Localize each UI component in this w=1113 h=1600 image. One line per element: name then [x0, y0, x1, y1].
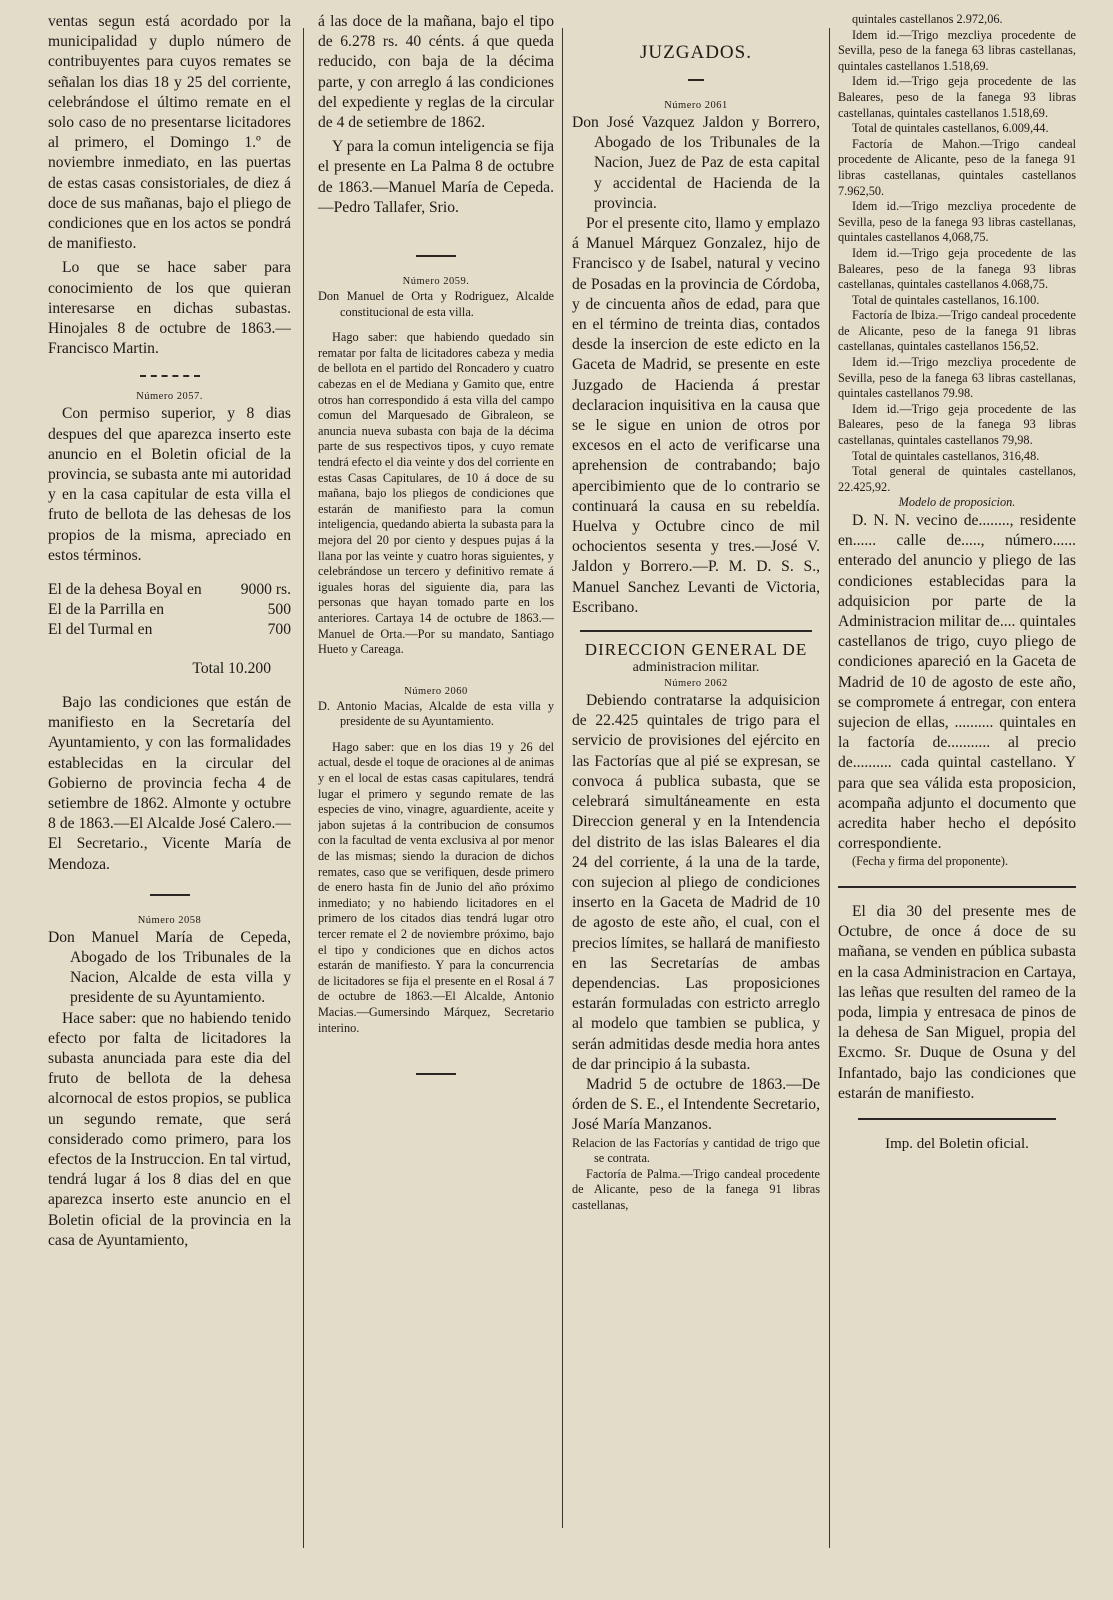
list-item: Total general de quintales castellanos, 22.425,92. [838, 464, 1076, 494]
table-row [48, 580, 291, 600]
list-item: Idem id.—Trigo geja procedente de las Baleares, peso de la fanega 93 libras castellanas, quintales castellanos 79,98. [838, 401, 1076, 448]
section-subheading: administracion militar. [632, 660, 760, 676]
announcement-text: Factoría de Palma.—Trigo candeal procedente de Alicante, peso de la fanega 91 libras castellanas, [572, 1166, 820, 1212]
column-4 [838, 12, 1076, 1588]
list-item: Idem id.—Trigo geja procedente de las Baleares, peso de la fanega 93 libras castellanas, quintales castellanos 1.518,69. [838, 74, 1076, 120]
list-item: Factoría de Ibiza.—Trigo candeal procedente de Alicante, peso de la fanega 91 libras castellanas, quintales castellanos 156,52. [838, 308, 1076, 354]
announcement-number: Número 2057. [136, 391, 203, 403]
section-heading: JUZGADOS. [640, 42, 752, 63]
announcement-text: El dia 30 del presente mes de Octubre, de once á doce de su mañana, se venden en pública subasta en la casa Administracion en Cartaya, las leñas que resulten del rameo de la poda, limpia y entresaca de pinos de la dehesa de San Miguel, propia del Excmo. Sr. Duque de Osuna y del Infantado, bajo las condiciones que estarán de manifiesto. [838, 903, 1076, 1102]
announcement-text: á las doce de la mañana, bajo el tipo de 6.278 rs. 40 cénts. á que queda reducido, con baja de la décima parte, y con arreglo á las condiciones del expediente y reglas de la circular de 4 de setiembre de 1862. [318, 13, 554, 132]
announcement-number: Número 2062 [664, 678, 728, 690]
column-3 [572, 12, 820, 1588]
list-item: Total de quintales castellanos, 6.009,44. [852, 121, 1049, 136]
announcement-text: Hago saber: que en los dias 19 y 26 del actual, desde el toque de oraciones al de animas y en el local de estas casas capitulares, tendrá lugar el primero y segundo remate de las especies de vino, vinagre, aguardiente, aceite y jabon sujetas á la contribucion de consumos con la facultad de venta exclusiva al por menor de las mismas; siendo la duracion de dichos remates, caso que se verifiquen, desde primero de enero hasta fin de Junio del año próximo inmediato; y no habiendo licitadores en el primero de los citados dias tendrá lugar otro tercer remate el 2 de noviembre próximo, bajo el tipo y condiciones que en dichos actos estarán de manifiesto. Y para la concurrencia de licitadores se fija el presente en el Rosal á 7 de octubre de 1863.—El Alcalde, Antonio Macias.—Gumersindo Márquez, Secretario interino. [318, 739, 554, 1035]
announcement-number: Número 2061 [664, 100, 728, 111]
section-rule [858, 1118, 1056, 1120]
modelo-title: Modelo de proposicion. [898, 495, 1016, 510]
announcement-text: Madrid 5 de octubre de 1863.—De órden de S. E., el Intendente Secretario, José María Manzanos. [572, 1075, 820, 1134]
announcement-text: Debiendo contratarse la adquisicion de 22.425 quintales de trigo para el servicio de provisiones del ejército en las Factorías que al pié se expresan, se convoca á publica subasta, que se celebrará simultáneamente en esta Direccion general y en la Intendencia del distrito de las islas Baleares el dia 24 del corriente, á la una de la tarde, con sujecion al pliego de condiciones inserto en la Gaceta de Madrid de 10 de agosto de este año, el cual, con el precios límites, se hallará de manifiesto en las Secretarías de ambas dependencias. Las proposiciones estarán formuladas con estricto arreglo al modelo que tambien se publica, y serán admitidas desde media hora antes de dar principio á la subasta. [572, 692, 820, 1073]
list-item: Total de quintales castellanos, 316,48. [852, 448, 1040, 463]
announcement-number: Número 2060 [404, 685, 468, 697]
announcement-number: Número 2059. [402, 276, 470, 288]
announcement-heading: D. Antonio Macias, Alcalde de esta villa y presidente de su Ayuntamiento. [318, 698, 554, 729]
list-item: Idem id.—Trigo mezcliya procedente de Sevilla, peso de la fanega 63 libras castellanas, quintales castellanos 1.518,69. [838, 27, 1076, 73]
announcement-heading: Don Manuel María de Cepeda, Abogado de los Tribunales de la Nacion, Alcalde de esta villa y presidente de su Ayuntamiento. [48, 928, 291, 1007]
table-row [48, 620, 291, 640]
announcement-text: ventas segun está acordado por la municipalidad y duplo número de contribuyentes para cuyos remates se señalan los dias 18 y 25 del corriente, celebrándose el último remate en el solo caso de no presentarse licitadores al primero, el Domingo 1.º de noviembre inmediato, en las puertas de estas casas consistoriales, de diez á doce de sus mañanas, bajo el pliego de condiciones que en los actos se pondrá de manifiesto. [48, 13, 291, 253]
list-item: Idem id.—Trigo mezcliya procedente de Sevilla, peso de la fanega 63 libras castellanas, quintales castellanos 79.98. [838, 355, 1076, 401]
announcement-text: Bajo las condiciones que están de manifiesto en la Secretaría del Ayuntamiento, y con las formalidades establecidas en la circular del Gobierno de provincia fecha 4 de setiembre de 1862. Almonte y octubre 8 de 1863.—El Alcalde José Calero.—El Secretario., Vicente María de Mendoza. [48, 693, 291, 873]
announcement-text: D. N. N. vecino de........, residente en...... calle de....., número...... enterado del anuncio y pliego de las condiciones establecidas para la adquisicion por parte de la Administracion militar de.... quintales castellanos de trigo, cuyo pliego de condiciones apareció en la Gaceta de Madrid de 10 de agosto de este año, se compromete á entregar, con entera sujecion de ellas, .......... quintales en la factoría de........... al precio de.......... cada quintal castellano. Y para que sea válida esta proposicion, acompaña adjunto el documento que acredita haber hecho el depósito correspondiente. [838, 512, 1076, 853]
column-rule [562, 28, 563, 1528]
announcement-text: Lo que se hace saber para conocimiento de los que quieran interesarse en dichas subastas. Hinojales 8 de octubre de 1863.—Francisco Martin. [48, 259, 291, 358]
column-1 [48, 12, 291, 1588]
list-item: Idem id.—Trigo geja procedente de las Baleares, peso de la fanega 93 libras castellanas, quintales castellanos 4.068,75. [838, 245, 1076, 292]
separator [318, 1062, 554, 1080]
column-rule [829, 28, 830, 1548]
announcement-text: Hace saber: que no habiendo tenido efecto por falta de licitadores la subasta anunciada para este dia del fruto de bellota de la dehesa alcornocal de estos propios, se publica un segundo remate, que será considerado como primero, para los efectos de la Instruccion. En tal virtud, tendrá lugar á los 8 dias del en que aparezca inserto este anuncio en el Boletin oficial de la provincia en la casa de Ayuntamiento, [48, 1009, 291, 1249]
table-row [48, 600, 291, 620]
separator [572, 68, 820, 86]
separator [48, 883, 291, 901]
separator [48, 369, 291, 377]
list-item: Total de quintales castellanos, 16.100. [852, 292, 1040, 307]
row-label: El de la dehesa Boyal en [48, 581, 202, 599]
row-label: El de la Parrilla en [48, 601, 165, 619]
announcement-text: Con permiso superior, y 8 dias despues del que aparezca inserto este anuncio en el Boletin oficial de la provincia, se subasta ante mi autoridad y en la casa capitular de esta villa el fruto de bellota de las dehesas de los propios de la misma, apreciado en estos términos. [48, 405, 291, 564]
announcement-heading: Relacion de las Factorías y cantidad de trigo que se contrata. [572, 1135, 820, 1166]
announcement-heading: Don Manuel de Orta y Rodriguez, Alcalde constitucional de esta villa. [318, 289, 554, 319]
list-item: Factoría de Mahon.—Trigo candeal procedente de Alicante, peso de la fanega 91 libras castellanas, quintales castellanos 7.962,50. [838, 136, 1076, 198]
announcement-number: Número 2058 [137, 914, 202, 926]
list-item: Idem id.—Trigo mezcliya procedente de Sevilla, peso de la fanega 93 libras castellanas, quintales castellanos 4,068,75. [838, 199, 1076, 245]
announcement-text: Hago saber: que habiendo quedado sin rematar por falta de licitadores cabeza y media de bellota en el partido del Roncadero y cuatro cabezas en el de Mediana y Gamito que, entre otros han correspondido á esta villa del campo comun del Marquesado de Gibraleon, se anuncia nueva subasta con baja de la décima parte de sus respectivos tipos, y cuyo remate tendrá efecto el dia veinte y dos del corriente en estas Casas Capitulares, de 10 á doce de su mañana, bajo los pliegos de condiciones que estarán de manifiesto para la comun inteligencia, quedando abierta la subasta para la mejora del 20 por ciento y despues pujas á la llana por las veinte y cuatro horas siguientes, y celebrándose un tercero y definitivo remate á iguales horas del siguiente dia, para las personas que hayan tomado parte en los anteriores. Cartaya 14 de octubre de 1863.—Manuel de Orta.—Por su mandato, Santiago Hueto y Careaga. [318, 330, 554, 657]
announcement-text: Y para la comun inteligencia se fija el presente en La Palma 8 de octubre de 1863.—Manuel María de Cepeda.—Pedro Tallafer, Srio. [318, 138, 554, 216]
table-total: Total 10.200 [192, 659, 271, 677]
row-label: El del Turmal en [48, 621, 153, 639]
separator [318, 244, 554, 262]
row-value: 700 [267, 621, 291, 639]
announcement-text: Por el presente cito, llamo y emplazo á Manuel Márquez Gonzalez, hijo de Francisco y de Isabel, natural y vecino de Posadas en la provincia de Córdoba, y de cincuenta años de edad, para que en el término de treinta dias, contados desde la insercion de este edicto en la Gaceta de Madrid, se presente en este Juzgado de Hacienda á prestar declaracion inquisitiva en la causa que se le sigue en union de otros por excesos en el acto de verificarse una aprehension de contrabando; bajo apercibimiento que de lo contrario se continuará la causa en su rebeldía. Huelva y Octubre cinco de mil ochocientos sesenta y tres.—José V. Jaldon y Borrero.—P. M. D. S. S., Manuel Sanchez Levanti de Victoria, Escribano. [572, 215, 820, 616]
column-rule [303, 28, 304, 1548]
row-value: 9000 rs. [240, 581, 291, 599]
announcement-heading: Don José Vazquez Jaldon y Borrero, Abogado de los Tribunales de la Nacion, Juez de Paz de esta capital y accidental de Hacienda de la provincia. [572, 114, 820, 212]
signature-line: (Fecha y firma del proponente). [852, 854, 1009, 869]
column-2 [318, 12, 554, 1588]
section-rule [580, 630, 812, 632]
list-item: quintales castellanos 2.972,06. [852, 12, 1003, 26]
section-heading: DIRECCION GENERAL DE [584, 640, 808, 660]
printer-imprint: Imp. del Boletin oficial. [885, 1136, 1029, 1153]
section-rule [838, 886, 1076, 888]
row-value: 500 [267, 601, 291, 619]
